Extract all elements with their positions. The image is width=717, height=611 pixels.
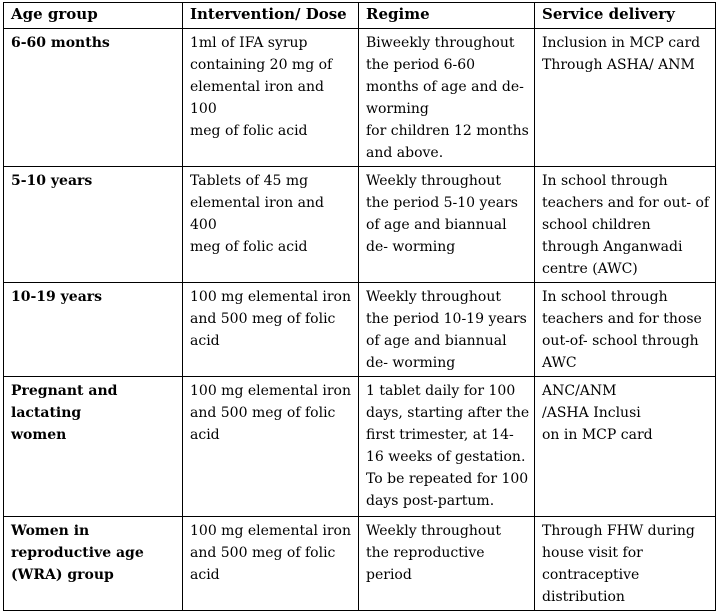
cell-line: through Anganwadi [542, 239, 683, 255]
cell-line: first trimester, at 14- [366, 427, 514, 443]
cell-line: Biweekly throughout [366, 35, 515, 51]
cell-line: on in MCP card [542, 427, 653, 443]
age-group-cell [4, 283, 183, 377]
cell-line: teachers and for those [542, 311, 702, 327]
cell-line: 5-10 years [11, 173, 93, 189]
cell-line: Inclusion in MCP card [542, 35, 701, 51]
regime-cell [359, 283, 535, 377]
cell-line: 100 mg elemental iron [190, 289, 351, 305]
cell-line: 16 weeks of gestation. [366, 449, 526, 465]
cell-line: days post-partum. [366, 493, 495, 509]
cell-line: de- worming [366, 239, 456, 255]
age-group-cell [4, 377, 183, 517]
cell-line: ANC/ANM [542, 383, 617, 399]
cell-line: 6-60 months [11, 35, 110, 51]
table-row [4, 29, 716, 167]
cell-line: meg of folic acid [190, 239, 308, 255]
cell-line: In school through [542, 289, 668, 305]
cell-line: Pregnant and [11, 383, 118, 399]
service-delivery-cell [535, 517, 716, 611]
cell-line: Weekly throughout [366, 173, 501, 189]
cell-line: and 500 meg of folic [190, 405, 336, 421]
age-group-cell [4, 517, 183, 611]
cell-line: elemental iron and [190, 195, 324, 211]
cell-line: the period 5-10 years [366, 195, 518, 211]
header-row [4, 3, 716, 29]
service-delivery-cell [535, 283, 716, 377]
service-delivery-cell [535, 29, 716, 167]
cell-line: 1ml of IFA syrup [190, 35, 308, 51]
service-delivery-cell [535, 167, 716, 283]
table-row [4, 517, 716, 611]
cell-line: 400 [190, 217, 217, 233]
age-group-cell [4, 29, 183, 167]
cell-line: 10-19 years [11, 289, 103, 305]
cell-line: containing 20 mg of [190, 57, 333, 73]
header-intervention-dose: Intervention/ Dose [183, 3, 359, 29]
regime-cell [359, 517, 535, 611]
cell-line: the period 6-60 [366, 57, 476, 73]
cell-line: and above. [366, 145, 444, 161]
cell-line: Tablets of 45 mg [190, 173, 309, 189]
cell-line: Women in [11, 523, 90, 539]
cell-line: /ASHA Inclusi [542, 405, 641, 421]
cell-line: (WRA) group [11, 567, 114, 583]
cell-line: the reproductive [366, 545, 485, 561]
cell-line: Through FHW during [542, 523, 695, 539]
regime-cell [359, 377, 535, 517]
cell-line: meg of folic acid [190, 123, 308, 139]
cell-line: the period 10-19 years [366, 311, 527, 327]
cell-line: elemental iron and [190, 79, 324, 95]
cell-line: period [366, 567, 412, 583]
cell-line: 1 tablet daily for 100 [366, 383, 516, 399]
cell-line: of age and biannual [366, 333, 507, 349]
table-row [4, 377, 716, 517]
cell-line: reproductive age [11, 545, 144, 561]
cell-line: AWC [542, 355, 577, 371]
cell-line: de- worming [366, 355, 456, 371]
cell-line: months of age and de- [366, 79, 524, 95]
cell-line: acid [190, 333, 220, 349]
regime-cell [359, 29, 535, 167]
cell-line: To be repeated for 100 [366, 471, 529, 487]
cell-line: 100 [190, 101, 217, 117]
table-row [4, 283, 716, 377]
service-delivery-cell [535, 377, 716, 517]
header-service-delivery: Service delivery [535, 3, 716, 29]
intervention-cell [183, 283, 359, 377]
cell-line: acid [190, 567, 220, 583]
cell-line: days, starting after the [366, 405, 530, 421]
intervention-cell [183, 29, 359, 167]
cell-line: of age and biannual [366, 217, 507, 233]
age-group-cell [4, 167, 183, 283]
cell-line: and 500 meg of folic [190, 311, 336, 327]
cell-line: out-of- school through [542, 333, 699, 349]
intervention-cell [183, 517, 359, 611]
cell-line: acid [190, 427, 220, 443]
header-age-group: Age group [4, 3, 183, 29]
cell-line: women [11, 427, 67, 443]
header-regime: Regime [359, 3, 535, 29]
cell-line: distribution [542, 589, 625, 605]
intervention-cell [183, 377, 359, 517]
ifa-dosage-table [3, 2, 716, 611]
cell-line: contraceptive [542, 567, 640, 583]
cell-line: 100 mg elemental iron [190, 523, 351, 539]
cell-line: worming [366, 101, 429, 117]
cell-line: 100 mg elemental iron [190, 383, 351, 399]
cell-line: Weekly throughout [366, 523, 501, 539]
cell-line: Weekly throughout [366, 289, 501, 305]
cell-line: In school through [542, 173, 668, 189]
cell-line: and 500 meg of folic [190, 545, 336, 561]
cell-line: for children 12 months [366, 123, 529, 139]
intervention-cell [183, 167, 359, 283]
table-row [4, 167, 716, 283]
cell-line: Through ASHA/ ANM [542, 57, 695, 73]
cell-line: school children [542, 217, 651, 233]
regime-cell [359, 167, 535, 283]
cell-line: teachers and for out- of [542, 195, 710, 211]
cell-line: house visit for [542, 545, 643, 561]
cell-line: lactating [11, 405, 82, 421]
cell-line: centre (AWC) [542, 261, 638, 277]
